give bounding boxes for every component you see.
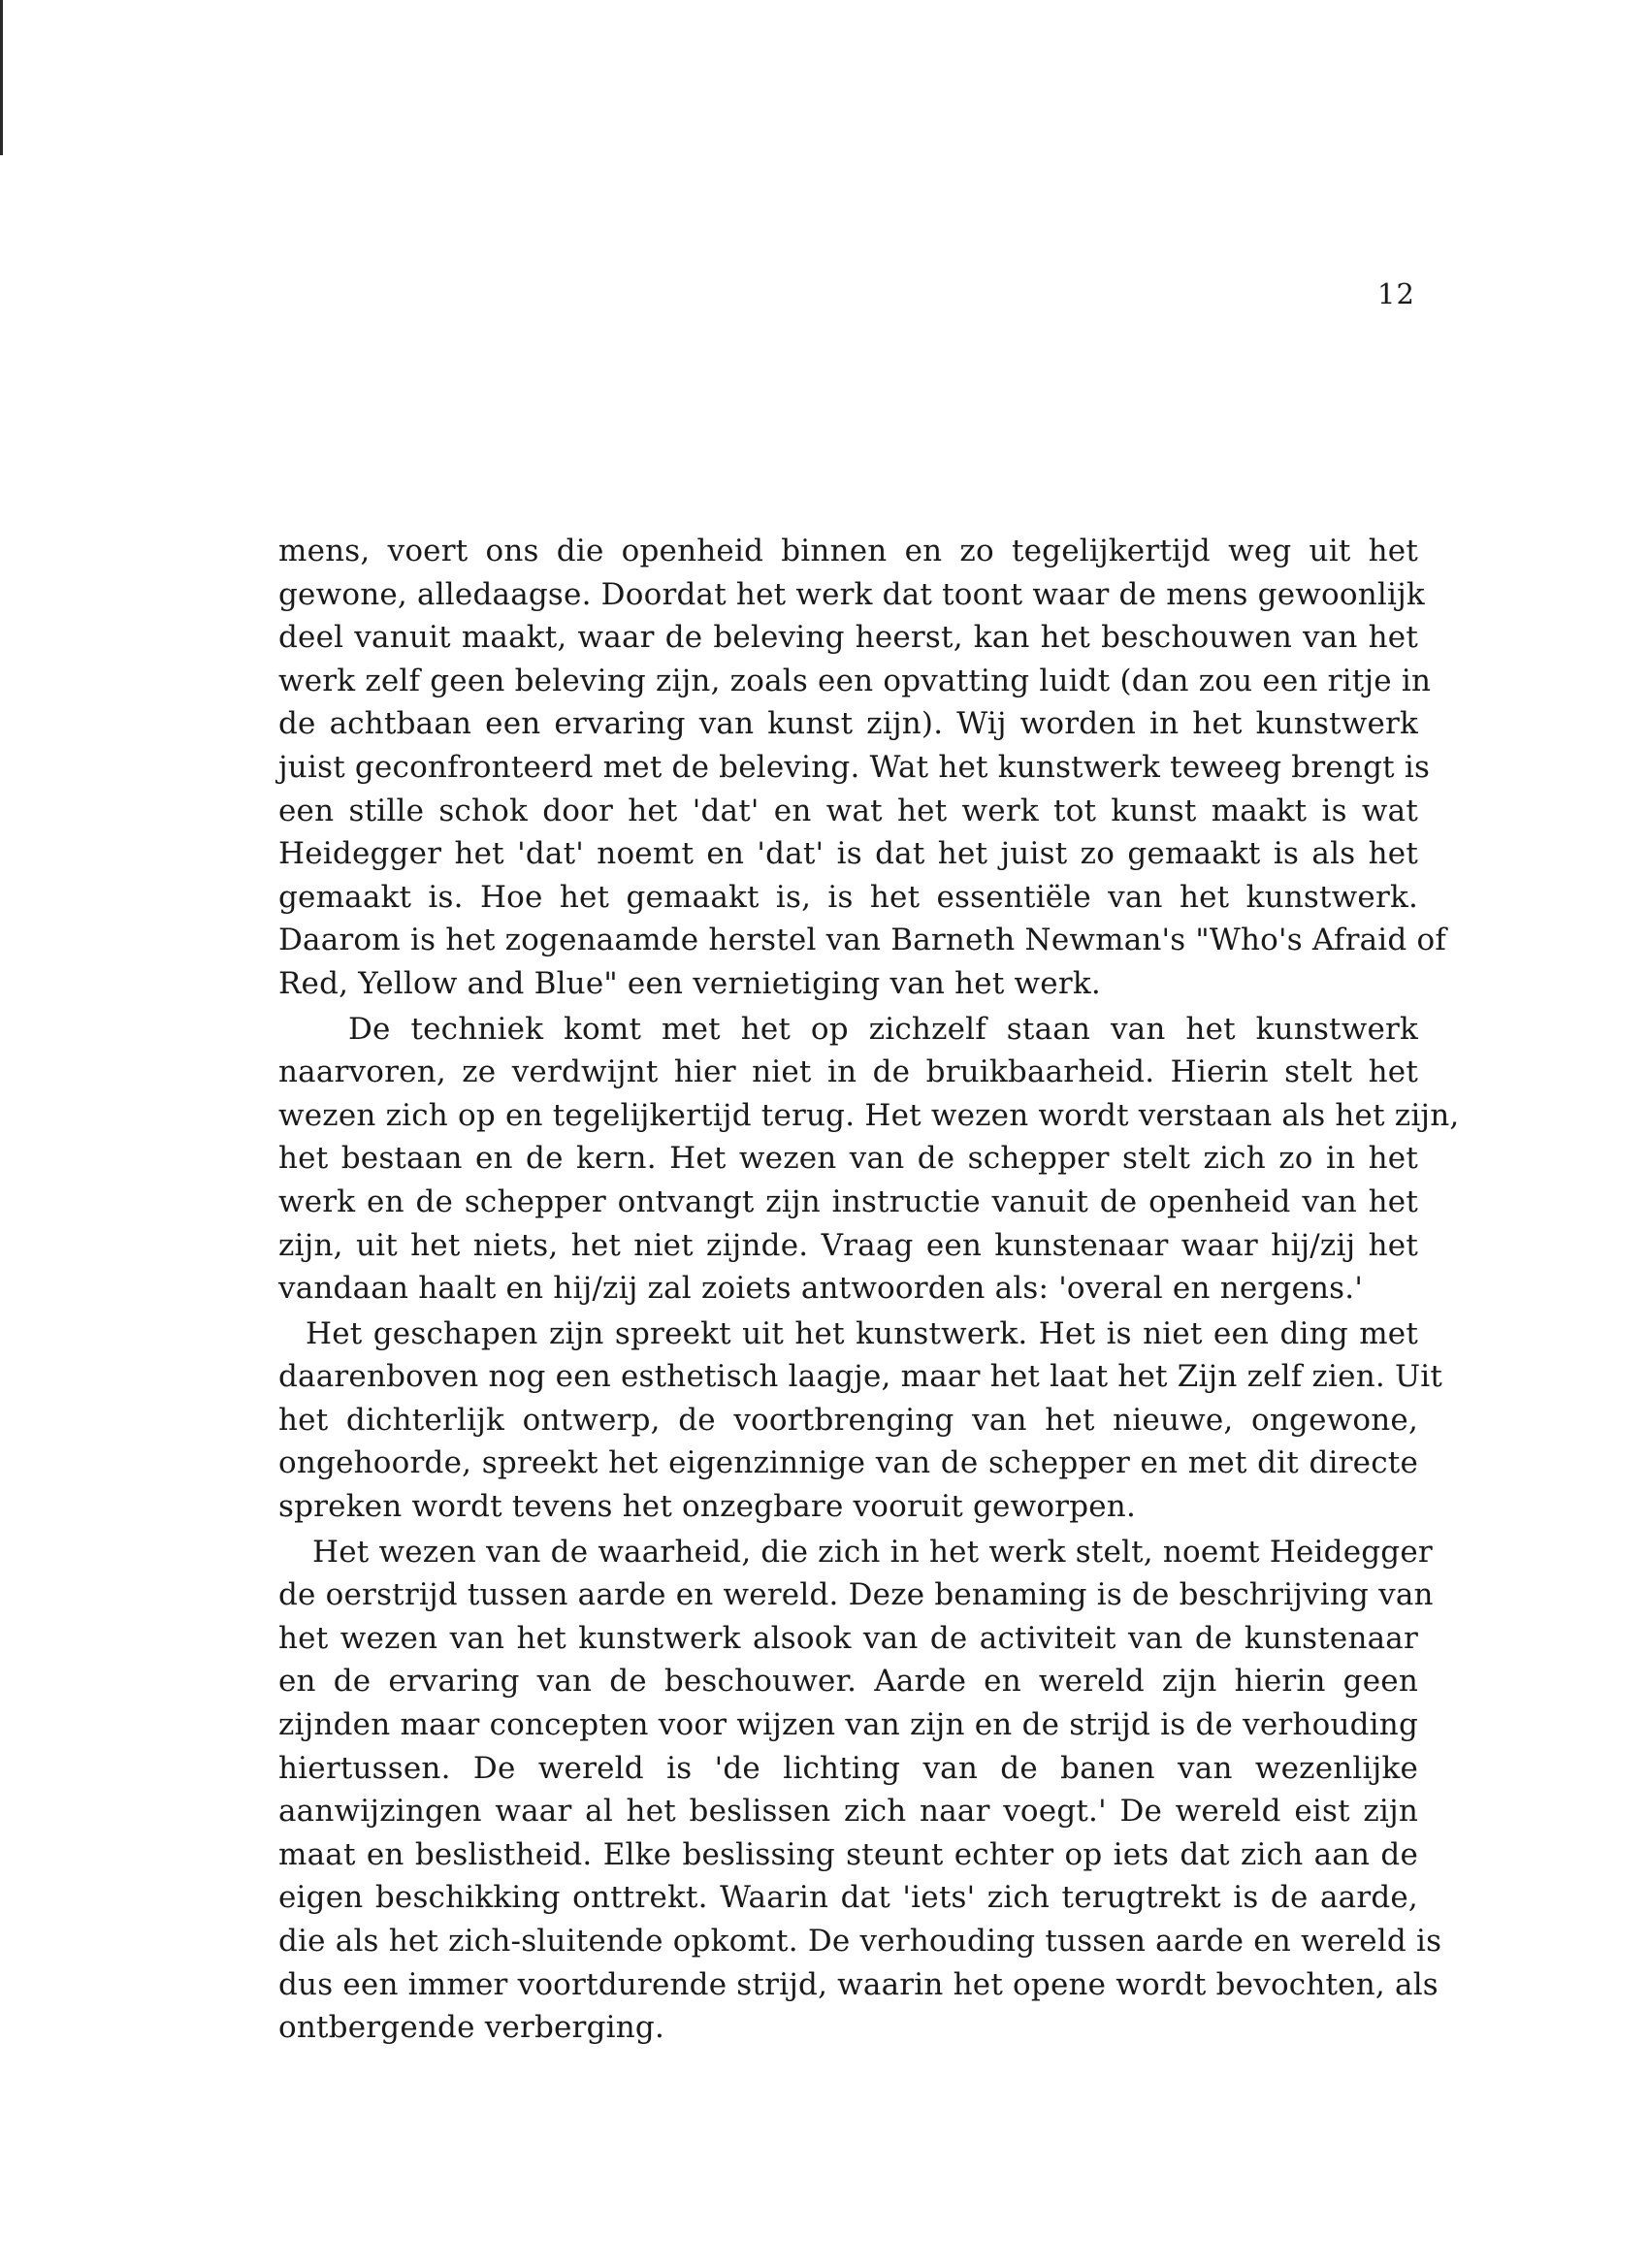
- text-line: dus een immer voortdurende strijd, waarin het opene wordt bevochten, als: [278, 1966, 1439, 2002]
- text-line: de achtbaan een ervaring van kunst zijn). Wij worden in het kunstwerk: [278, 706, 1418, 742]
- text-line: ongehoorde, spreekt het eigenzinnige van de schepper en met dit directe: [278, 1445, 1418, 1481]
- text-line: wezen zich op en tegelijkertijd terug. Het wezen wordt verstaan als het zijn,: [278, 1097, 1460, 1133]
- paragraph-2: [278, 1008, 1460, 1311]
- text-line: Daarom is het zogenaamde herstel van Barneth Newman's "Who's Afraid of: [278, 923, 1447, 958]
- text-line: aanwijzingen waar al het beslissen zich naar voegt.' De wereld eist zijn: [278, 1794, 1418, 1830]
- text-line: mens, voert ons die openheid binnen en zo tegelijkertijd weg uit het: [278, 534, 1418, 568]
- text-line: daarenboven nog een esthetisch laagje, maar het laat het Zijn zelf zien. Uit: [278, 1359, 1443, 1395]
- text-line: deel vanuit maakt, waar de beleving heerst, kan het beschouwen van het: [278, 620, 1418, 656]
- text-line: juist geconfronteerd met de beleving. Wat het kunstwerk teweeg brengt is: [278, 749, 1431, 785]
- text-line: zijnden maar concepten voor wijzen van zijn en de strijd is de verhouding: [278, 1707, 1418, 1743]
- text-line: Het geschapen zijn spreekt uit het kunstwerk. Het is niet een ding met: [306, 1315, 1418, 1351]
- paragraph-4: [278, 1531, 1442, 2050]
- text-line: eigen beschikking onttrekt. Waarin dat 'iets' zich terugtrekt is de aarde,: [278, 1880, 1418, 1916]
- text-line: ontbergende verberging.: [278, 2010, 665, 2046]
- text-line: een stille schok door het 'dat' en wat het werk tot kunst maakt is wat: [278, 793, 1418, 828]
- text-line: maat en beslistheid. Elke beslissing steunt echter op iets dat zich aan de: [278, 1836, 1418, 1872]
- text-line: De techniek komt met het op zichzelf staan van het kunstwerk: [348, 1011, 1418, 1047]
- text-line: gemaakt is. Hoe het gemaakt is, is het essentiële van het kunstwerk.: [278, 879, 1418, 915]
- text-line: spreken wordt tevens het onzegbare vooruit geworpen.: [278, 1489, 1137, 1525]
- text-line: Het wezen van de waarheid, die zich in het werk stelt, noemt Heidegger: [312, 1534, 1433, 1570]
- paragraph-3: [278, 1312, 1443, 1529]
- text-line: naarvoren, ze verdwijnt hier niet in de bruikbaarheid. Hierin stelt het: [278, 1054, 1418, 1090]
- text-line: gewone, alledaagse. Doordat het werk dat toont waar de mens gewoonlijk: [278, 576, 1425, 612]
- scan-edge-mark: [0, 0, 3, 155]
- page-number: 12: [1377, 277, 1415, 310]
- text-line: en de ervaring van de beschouwer. Aarde en wereld zijn hierin geen: [278, 1664, 1418, 1700]
- text-line: werk en de schepper ontvangt zijn instructie vanuit de openheid van het: [278, 1183, 1418, 1219]
- text-line: vandaan haalt en hij/zij zal zoiets antwoorden als: 'overal en nergens.': [278, 1271, 1364, 1307]
- text-line: zijn, uit het niets, het niet zijnde. Vraag een kunstenaar waar hij/zij het: [278, 1227, 1418, 1263]
- text-line: het bestaan en de kern. Het wezen van de schepper stelt zich zo in het: [278, 1141, 1418, 1177]
- text-line: die als het zich-sluitende opkomt. De verhouding tussen aarde en wereld is: [278, 1924, 1442, 1959]
- text-line: de oerstrijd tussen aarde en wereld. Deze benaming is de beschrijving van: [278, 1577, 1434, 1613]
- text-line: het dichterlijk ontwerp, de voortbrenging van het nieuwe, ongewone,: [278, 1402, 1418, 1438]
- paragraph-1: [278, 530, 1447, 1006]
- text-line: het wezen van het kunstwerk alsook van de activiteit van de kunstenaar: [278, 1620, 1418, 1656]
- body-text: [278, 530, 1460, 2050]
- text-line: werk zelf geen beleving zijn, zoals een opvatting luidt (dan zou een ritje in: [278, 663, 1432, 698]
- text-line: Heidegger het 'dat' noemt en 'dat' is dat het juist zo gemaakt is als het: [278, 836, 1418, 872]
- text-line: Red, Yellow and Blue" een vernietiging van het werk.: [278, 965, 1101, 1001]
- text-line: hiertussen. De wereld is 'de lichting van de banen van wezenlijke: [278, 1750, 1418, 1786]
